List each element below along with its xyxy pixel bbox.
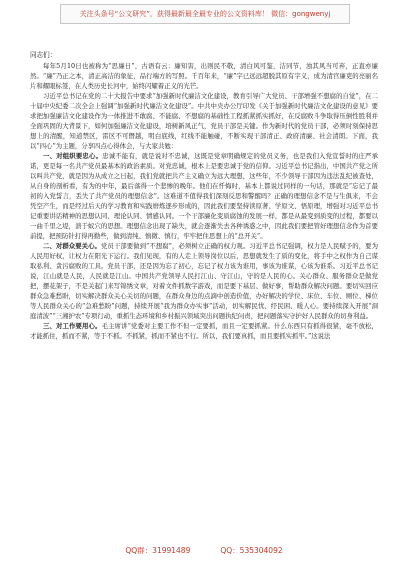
greeting: 同志们： (30, 51, 57, 59)
qq-group-label: QQ群：31991489 (125, 546, 191, 555)
paragraph-2: 习近平总书记在党的二十大报告中要求“加强新时代廉洁文化建设，教育引导广大党员、干部增强不想腐的自觉”，在二十届中央纪委二次全会上强调“加强新时代廉洁文化建设”。中共中央办公厅印发《关于加强新时代廉洁文化建设的意见》要求把加强廉洁文化建设作为一体推进不敢腐、不能腐、不想腐的基础性工程抓紧抓实抓好，在反腐败斗争取得压倒性胜利并全面巩固的大背景下，如何加强廉洁文化建设，培树新风正气，党员干部是关键。作为新时代的党员干部，必须时刻保持思想上的清醒，知道禁区，雷区不可僭越，明白底线，红线不能触碰，不断实现干部清正、政府清廉、社会清朗。下面，我以“四心”为主题，分享四点心得体会，与大家共勉： (30, 92, 378, 150)
paragraph-4: 二、对群众要关心。党员干部要做到“不想腐”，必须树立正确的权力观。习近平总书记强调，权力是人民赋予的，要为人民用好权，让权力在阳光下运行。我们见现，有的人走上领导岗位以后，思想就发生了质的变化，将手中之权作为自己谋取私利、贪污腐败的工具。党员干部，还是因为忘了初心，忘记了权力该为谁用，事该为谁谋，心该为谁系。习近平总书记说，江山就是人民，人民就是江山。中国共产党领导人民打江山、守江山，守的是人民的心。关心群众、服务群众是做党把，摆花架子，不是关起门来写锦绣文章，对着文件抓数字游戏，而是要下基层、做好事，帮助群众解决问题。要切实回应群众急难愁盼，切实解决群众关心关切的问题，在群众身边的点滴中创造价值，办好解决的学位、床位、车位、厕位、梯位等人民群众关心的“急难愁盼”问题，持续开展“我为群众办实事”活动，切实解民忧、纾民困、暖人心。要持续深入开展“洞庭清波”“三湘护农”专项行动，重抓生态环境和乡村振兴领域突出问题执纪问责，把问题落实守护好人民群众的切身利益。 (30, 242, 379, 320)
paragraph-5: 三、对工作要用心。毛主席讲“党委对主要工作不但一定要抓，而且一定要抓紧。什么东西只有抓得很紧，毫不放松，才能抓住，抓而不紧，等于不抓。不抓紧，抓而不紧也不行。所以，我们要真抓，而且要抓实抓牢。”这说法 (30, 322, 379, 340)
footer (0, 545, 408, 556)
section-heading-3: 三、对工作要用心。 (43, 322, 102, 330)
paragraph-3: 一、对组织要忠心。忠诚不能有，就是说对不忠诚，这既是党章明确规定的党员义务，也是我们入党宣誓时的庄严承诺，更是每一名共产党员最基本的政治素质。对党忠诚，根本上是要忠诚于党的信仰。习近平总书记指出，中国共产党之所以叫共产党，就是因为从成立之日起，我们党就把共产主义确立为远大理想，这些年，不少领导干部因为违法乱纪被查处，从自身的剖析看，有为的中年，最后落得一个悲惨的晚年。他们在忏悔时，基本上都说过同样的一句话，那就是“忘记了最初的入党誓言，丢失了共产党员的理想信念”。这难道不值得我们深刻反思和警醒吗？正确的理想信念不是与生俱来，不会凭空产生，而是经过后天的学习教育和实践磨炼逐步形成的，因此我们要坚持读原著、学原文、悟原理，增强对习近平总书记重要讲话精神的思想认同、理论认同、情感认同。一个干部廉化变质腐蚀的发展一样，都是从最变到质变的过程，都要以一曲千里之堤，溃于蚁穴的思想。理想信念出现了缺失，就会逐渐失去各种诱惑之中，因此我们要把管好理想信念作为首要前提，把预防针打得再勤些，做到清纯、慎微、慎行，牢牢把住思想上的“总开关”。 (30, 152, 379, 240)
document-body (30, 50, 378, 341)
section-heading-1: 一、对组织要忠心。 (43, 152, 103, 160)
qq-contact-label: QQ：535304092 (220, 546, 283, 555)
section-heading-2: 二、对群众要关心。 (43, 242, 101, 250)
top-banner: 关注头条号“公文研究”，获得最新最全最专业的公文资料库！ 微信：gongwenyj (60, 4, 350, 24)
paragraph-1: 每年5月10日也被称为“思廉日”，古语有云：廉知害，出则民不敬，清白风可鉴，洁同节，浊其风当可弃，正直亦廉然。“廉”乃正之本，清正高洁的象征，品行端方的写照。千百年来，“廉”字已远远超脱其原有字义，成为清官廉吏的亮丽名片和耀眼标签，在人类历史长河中，始终闪耀着正义的光芒。 (30, 62, 378, 90)
